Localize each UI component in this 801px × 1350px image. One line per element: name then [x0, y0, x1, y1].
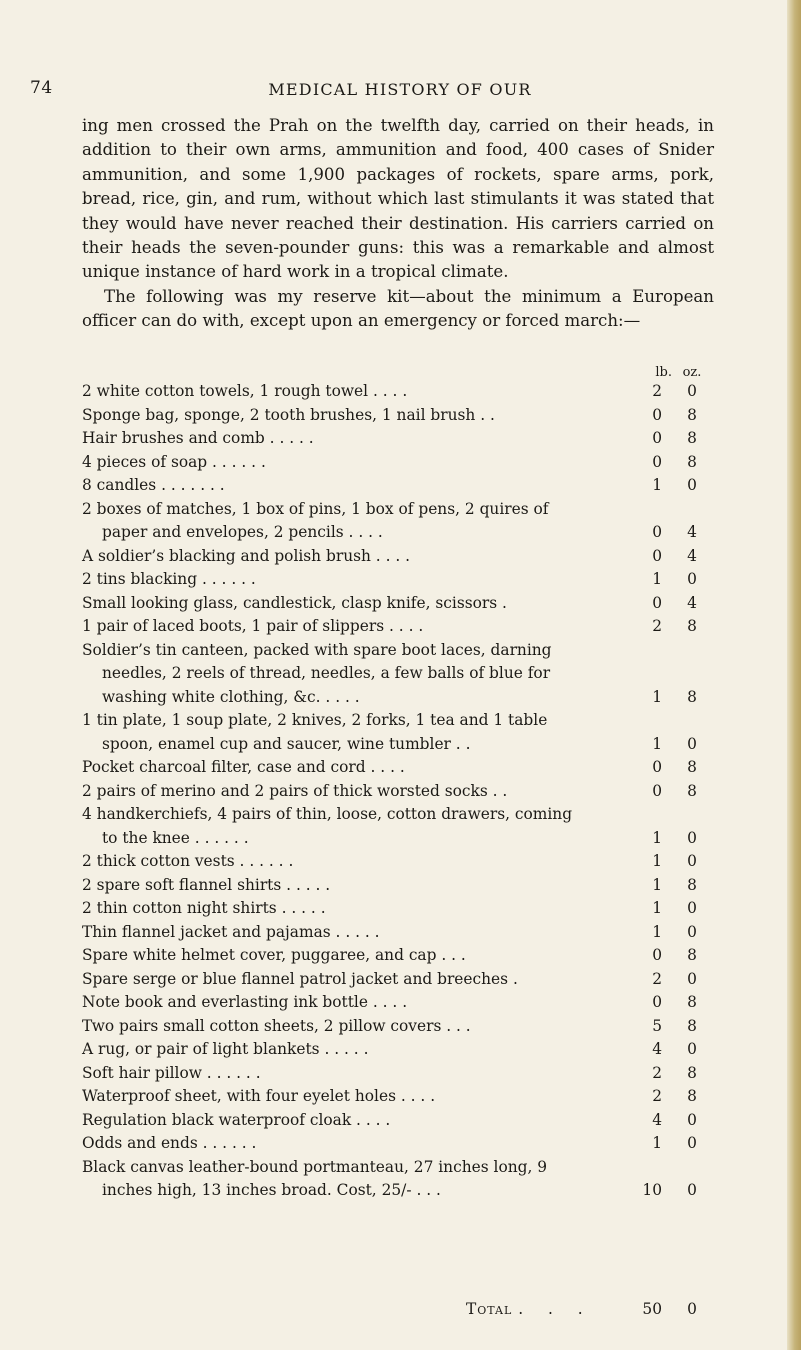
- kit-item-oz: 8: [687, 946, 697, 964]
- running-head: MEDICAL HISTORY OF OUR: [268, 80, 532, 99]
- kit-item-lb: 0: [652, 546, 662, 565]
- unit-oz-header: oz.: [682, 365, 702, 380]
- kit-item: [82, 1109, 712, 1133]
- kit-item-line: 2 white cotton towels, 1 rough towel . . . .: [82, 382, 408, 400]
- kit-item-description: [82, 1109, 612, 1133]
- kit-item-lb: 4: [652, 1040, 662, 1058]
- kit-item-lb: 2: [652, 1063, 662, 1082]
- page-header: [30, 78, 730, 106]
- kit-item-line: Sponge bag, sponge, 2 tooth brushes, 1 nail brush . .: [82, 405, 495, 424]
- kit-item-description: [82, 1156, 612, 1203]
- kit-item-description: [82, 850, 612, 874]
- kit-item-lb: 1: [652, 1134, 662, 1152]
- kit-item-line: Note book and everlasting ink bottle . . . .: [82, 993, 408, 1011]
- kit-item-line: 2 spare soft flannel shirts . . . . .: [82, 875, 331, 894]
- kit-item: [82, 780, 712, 804]
- kit-item: [82, 1038, 712, 1062]
- kit-item: [82, 545, 712, 569]
- kit-item-oz: 8: [687, 452, 697, 471]
- kit-item-oz: 0: [687, 969, 697, 988]
- kit-item-line: washing white clothing, &c. . . . .: [102, 687, 360, 706]
- kit-item-description: [82, 968, 612, 992]
- kit-item-oz: 4: [687, 546, 697, 565]
- kit-item: [82, 639, 712, 710]
- unit-lb-header: lb.: [655, 365, 672, 380]
- body-text: [82, 114, 714, 334]
- kit-item-lb: 0: [652, 523, 662, 541]
- kit-item-description: [82, 944, 612, 968]
- kit-item-lb: 1: [652, 570, 662, 588]
- kit-item-oz: 4: [687, 523, 697, 541]
- kit-item-description: [82, 404, 612, 428]
- kit-item-line: needles, 2 reels of thread, needles, a few balls of blue for: [102, 664, 551, 682]
- kit-item-line: Spare white helmet cover, puggaree, and cap . . .: [82, 946, 466, 964]
- kit-item-line: inches high, 13 inches broad. Cost, 25/- . . .: [102, 1181, 441, 1199]
- kit-item-lb: 2: [652, 617, 662, 635]
- kit-item-oz: 8: [687, 617, 697, 635]
- kit-item-description: [82, 756, 612, 780]
- kit-item-oz: 0: [687, 922, 697, 941]
- kit-item-lb: 2: [652, 382, 662, 400]
- kit-item-lb: 0: [652, 993, 662, 1011]
- kit-item: [82, 1132, 712, 1156]
- kit-item-lb: 10: [642, 1181, 662, 1199]
- kit-item: [82, 427, 712, 451]
- kit-item-lb: 1: [652, 875, 662, 894]
- kit-item: [82, 968, 712, 992]
- kit-item-line: Two pairs small cotton sheets, 2 pillow covers . . .: [82, 1016, 471, 1035]
- kit-item-description: [82, 897, 612, 921]
- kit-item-description: [82, 592, 612, 616]
- kit-item-line: Small looking glass, candlestick, clasp knife, scissors .: [82, 593, 507, 612]
- kit-item-oz: 0: [687, 734, 697, 753]
- kit-item: [82, 921, 712, 945]
- kit-item-line: Waterproof sheet, with four eyelet holes . . . .: [82, 1087, 436, 1105]
- kit-item-lb: 0: [652, 946, 662, 964]
- kit-item: [82, 404, 712, 428]
- kit-item-description: [82, 1132, 612, 1156]
- kit-item-description: [82, 615, 612, 639]
- kit-item-oz: 0: [687, 382, 697, 400]
- total-lb: 50: [642, 1300, 662, 1318]
- kit-item-line: 8 candles . . . . . . .: [82, 476, 225, 494]
- kit-item-description: [82, 709, 612, 756]
- kit-item-description: [82, 498, 612, 545]
- kit-item-oz: 8: [687, 687, 697, 706]
- kit-item-line: A soldier’s blacking and polish brush . . . .: [82, 546, 411, 565]
- kit-item-lb: 1: [652, 922, 662, 941]
- kit-item-description: [82, 874, 612, 898]
- kit-item-oz: 8: [687, 781, 697, 800]
- kit-item-line: 2 boxes of matches, 1 box of pins, 1 box of pens, 2 quires of: [82, 499, 549, 518]
- kit-item-line: Hair brushes and comb . . . . .: [82, 429, 314, 447]
- kit-item-oz: 8: [687, 875, 697, 894]
- units-header: [82, 361, 712, 380]
- kit-item: [82, 1062, 712, 1086]
- page-number: 74: [30, 78, 53, 98]
- kit-item-oz: 0: [687, 570, 697, 588]
- kit-item-oz: 0: [687, 852, 697, 870]
- kit-item-oz: 0: [687, 828, 697, 847]
- kit-item-line: Black canvas leather-bound portmanteau, 27 inches long, 9: [82, 1157, 548, 1176]
- kit-item-line: Soft hair pillow . . . . . .: [82, 1063, 261, 1082]
- kit-item-oz: 0: [687, 1181, 697, 1199]
- kit-item-lb: 5: [652, 1016, 662, 1035]
- kit-item-line: to the knee . . . . . .: [102, 828, 249, 847]
- kit-item: [82, 615, 712, 639]
- kit-item-lb: 0: [652, 781, 662, 800]
- kit-item: [82, 474, 712, 498]
- kit-item-line: Pocket charcoal filter, case and cord . . . .: [82, 758, 405, 776]
- kit-item-lb: 2: [652, 969, 662, 988]
- kit-item-line: 1 tin plate, 1 soup plate, 2 knives, 2 forks, 1 tea and 1 table: [82, 711, 548, 729]
- kit-item-lb: 1: [652, 852, 662, 870]
- kit-item-description: [82, 545, 612, 569]
- kit-item: [82, 1085, 712, 1109]
- total-oz: 0: [687, 1300, 697, 1318]
- kit-item-line: Odds and ends . . . . . .: [82, 1134, 257, 1152]
- kit-item-description: [82, 780, 612, 804]
- kit-item-lb: 0: [652, 452, 662, 471]
- kit-item-line: 4 pieces of soap . . . . . .: [82, 452, 266, 471]
- kit-item: [82, 874, 712, 898]
- kit-item-description: [82, 568, 612, 592]
- kit-item-lb: 0: [652, 429, 662, 447]
- total-row: [82, 1297, 712, 1321]
- kit-item-line: Soldier’s tin canteen, packed with spare boot laces, darning: [82, 640, 552, 659]
- kit-item-description: [82, 1062, 612, 1086]
- kit-item-line: 1 pair of laced boots, 1 pair of slippers . . . .: [82, 617, 424, 635]
- kit-item-description: [82, 474, 612, 498]
- kit-item-description: [82, 427, 612, 451]
- kit-item-lb: 2: [652, 1087, 662, 1105]
- kit-item-line: spoon, enamel cup and saucer, wine tumbler . .: [102, 734, 471, 753]
- kit-item: [82, 498, 712, 545]
- kit-item-lb: 4: [652, 1110, 662, 1129]
- kit-item-lb: 0: [652, 593, 662, 612]
- kit-item: [82, 709, 712, 756]
- kit-item-description: [82, 921, 612, 945]
- kit-item-line: 2 pairs of merino and 2 pairs of thick worsted socks . .: [82, 781, 508, 800]
- kit-item-lb: 1: [652, 734, 662, 753]
- kit-item: [82, 756, 712, 780]
- kit-item-oz: 8: [687, 1016, 697, 1035]
- kit-item-description: [82, 639, 612, 710]
- kit-item-line: 4 handkerchiefs, 4 pairs of thin, loose, cotton drawers, coming: [82, 805, 573, 823]
- kit-item-lb: 1: [652, 828, 662, 847]
- kit-item: [82, 1156, 712, 1203]
- kit-item-description: [82, 803, 612, 850]
- page-edge-shadow: [787, 0, 801, 1350]
- kit-item-lb: 1: [652, 899, 662, 917]
- kit-item-oz: 0: [687, 1134, 697, 1152]
- kit-item-lb: 0: [652, 405, 662, 424]
- kit-item-line: paper and envelopes, 2 pencils . . . .: [102, 523, 383, 541]
- kit-item: [82, 1015, 712, 1039]
- kit-item-oz: 8: [687, 993, 697, 1011]
- kit-item: [82, 991, 712, 1015]
- kit-item: [82, 897, 712, 921]
- kit-item-oz: 4: [687, 593, 697, 612]
- kit-item-oz: 0: [687, 476, 697, 494]
- kit-item-description: [82, 1015, 612, 1039]
- kit-item-oz: 8: [687, 758, 697, 776]
- kit-item-description: [82, 451, 612, 475]
- total-label: Total . . .: [466, 1300, 593, 1318]
- kit-item: [82, 380, 712, 404]
- kit-item: [82, 592, 712, 616]
- kit-item-line: Spare serge or blue flannel patrol jacket and breeches .: [82, 969, 518, 988]
- paragraph-continuation: ing men crossed the Prah on the twelfth day, carried on their heads, in addition to their own arms, ammunition and food, 400 cases of Snider ammunition, and some 1,900 packages of rockets, spare arms, pork, bread, rice, gin, and rum, without which last stimulants it was stated that they would have never reached their destination. His carriers carried on their heads the seven-pounder guns: this was a remarkable and almost unique instance of hard work in a tropical climate.: [82, 116, 714, 282]
- kit-item: [82, 944, 712, 968]
- kit-item-oz: 0: [687, 899, 697, 917]
- kit-item-lb: 0: [652, 758, 662, 776]
- kit-item-line: 2 thick cotton vests . . . . . .: [82, 852, 294, 870]
- kit-item-line: A rug, or pair of light blankets . . . . .: [82, 1040, 369, 1058]
- kit-item-description: [82, 380, 612, 404]
- kit-item-oz: 0: [687, 1110, 697, 1129]
- kit-item-description: [82, 991, 612, 1015]
- kit-item-oz: 8: [687, 429, 697, 447]
- kit-item-lb: 1: [652, 476, 662, 494]
- kit-item-oz: 8: [687, 405, 697, 424]
- kit-item: [82, 451, 712, 475]
- kit-item-oz: 0: [687, 1040, 697, 1058]
- kit-item-line: Regulation black waterproof cloak . . . .: [82, 1110, 391, 1129]
- kit-item: [82, 568, 712, 592]
- kit-item-line: 2 tins blacking . . . . . .: [82, 570, 256, 588]
- kit-list: [82, 361, 712, 1203]
- paragraph-kit-intro: The following was my reserve kit—about the minimum a European officer can do with, except upon an emergency or forced march:—: [82, 286, 714, 331]
- kit-item: [82, 803, 712, 850]
- kit-item-oz: 8: [687, 1087, 697, 1105]
- kit-item-line: Thin flannel jacket and pajamas . . . . .: [82, 922, 380, 941]
- kit-item-description: [82, 1085, 612, 1109]
- kit-item-description: [82, 1038, 612, 1062]
- kit-item-line: 2 thin cotton night shirts . . . . .: [82, 899, 326, 917]
- kit-item: [82, 850, 712, 874]
- kit-item-lb: 1: [652, 687, 662, 706]
- kit-item-oz: 8: [687, 1063, 697, 1082]
